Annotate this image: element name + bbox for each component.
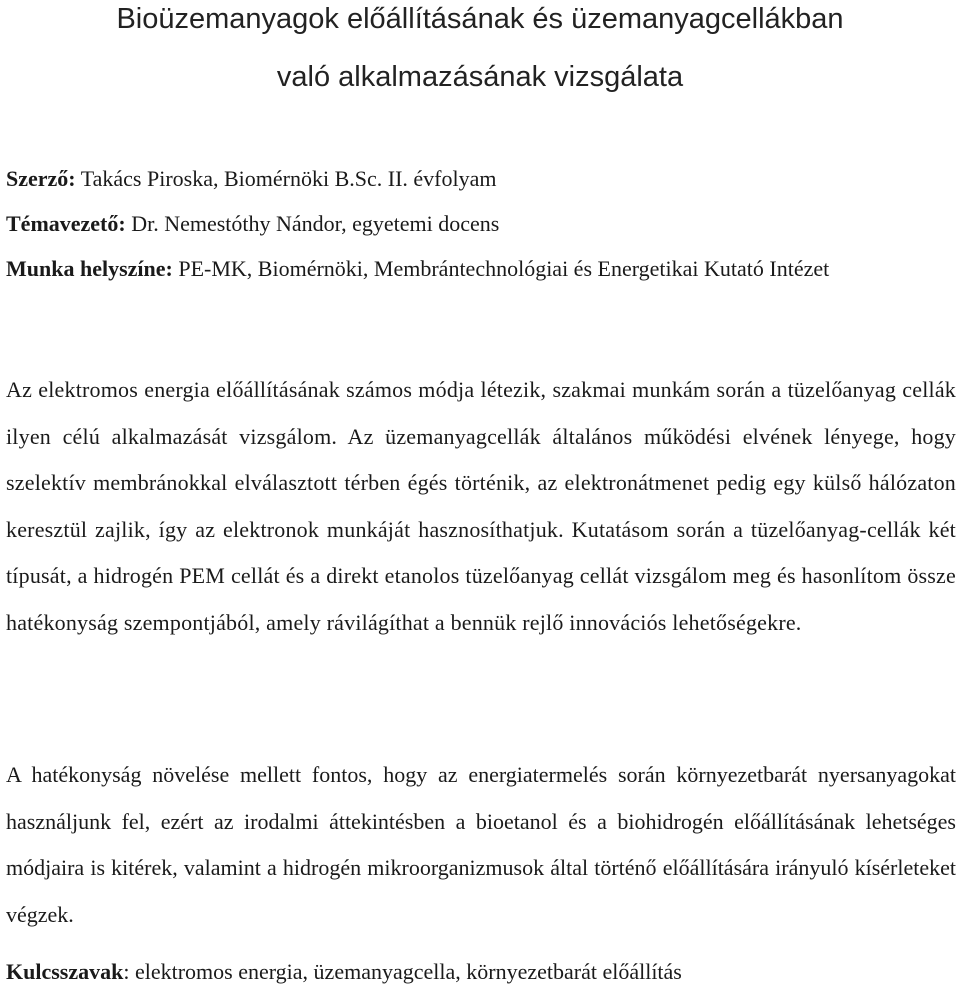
supervisor-line — [6, 201, 956, 246]
abstract-paragraph-1: Az elektromos energia előállításának számos módja létezik, szakmai munkám során a tüzelőanyag cellák ilyen célú alkalmazását vizsgálom. Az üzemanyagcellák általános működési elvének lényege, hogy szelektív membránokkal elválasztott térben égés történik, az elektronátmenet pedig egy külső hálózaton keresztül zajlik, így az elektronok munkáját hasznosíthatjuk. Kutatásom során a tüzelőanyag-cellák két típusát, a hidrogén PEM cellát és a direkt etanolos tüzelőanyag cellát vizsgálom meg és hasonlítom össze hatékonyság szempontjából, amely rávilágíthat a bennük rejlő innovációs lehetőségekre. — [6, 377, 956, 635]
abstract-section — [6, 367, 956, 646]
author-line — [6, 156, 956, 201]
workplace-value: PE-MK, Biomérnöki, Membrántechnológiai és Energetikai Kutató Intézet — [172, 256, 830, 281]
title-line-1: Bioüzemanyagok előállításának és üzemanyagcellákban — [116, 3, 844, 35]
abstract-paragraph-2: A hatékonyság növelése mellett fontos, hogy az energiatermelés során környezetbarát nyersanyagokat használjunk fel, ezért az irodalmi áttekintésben a bioetanol és a biohidrogén előállításának lehetséges módjaira is kitérek, valamint a hidrogén mikroorganizmusok által történő előállítására irányuló kísérleteket végzek. — [6, 762, 956, 927]
author-info — [6, 156, 956, 291]
author-value: Takács Piroska, Biomérnöki B.Sc. II. évfolyam — [75, 166, 497, 191]
author-label: Szerző: — [6, 166, 76, 191]
workplace-label: Munka helyszíne: — [6, 256, 173, 281]
supervisor-label: Témavezető: — [6, 211, 126, 236]
keywords-label: Kulcsszavak — [6, 959, 124, 984]
supervisor-value: Dr. Nemestóthy Nándor, egyetemi docens — [125, 211, 500, 236]
document-title — [0, 0, 960, 106]
workplace-line — [6, 246, 956, 291]
title-line-2: való alkalmazásának vizsgálata — [276, 61, 684, 93]
keywords-value: : elektromos energia, üzemanyagcella, környezetbarát előállítás — [123, 959, 682, 984]
keywords-line — [6, 952, 956, 992]
